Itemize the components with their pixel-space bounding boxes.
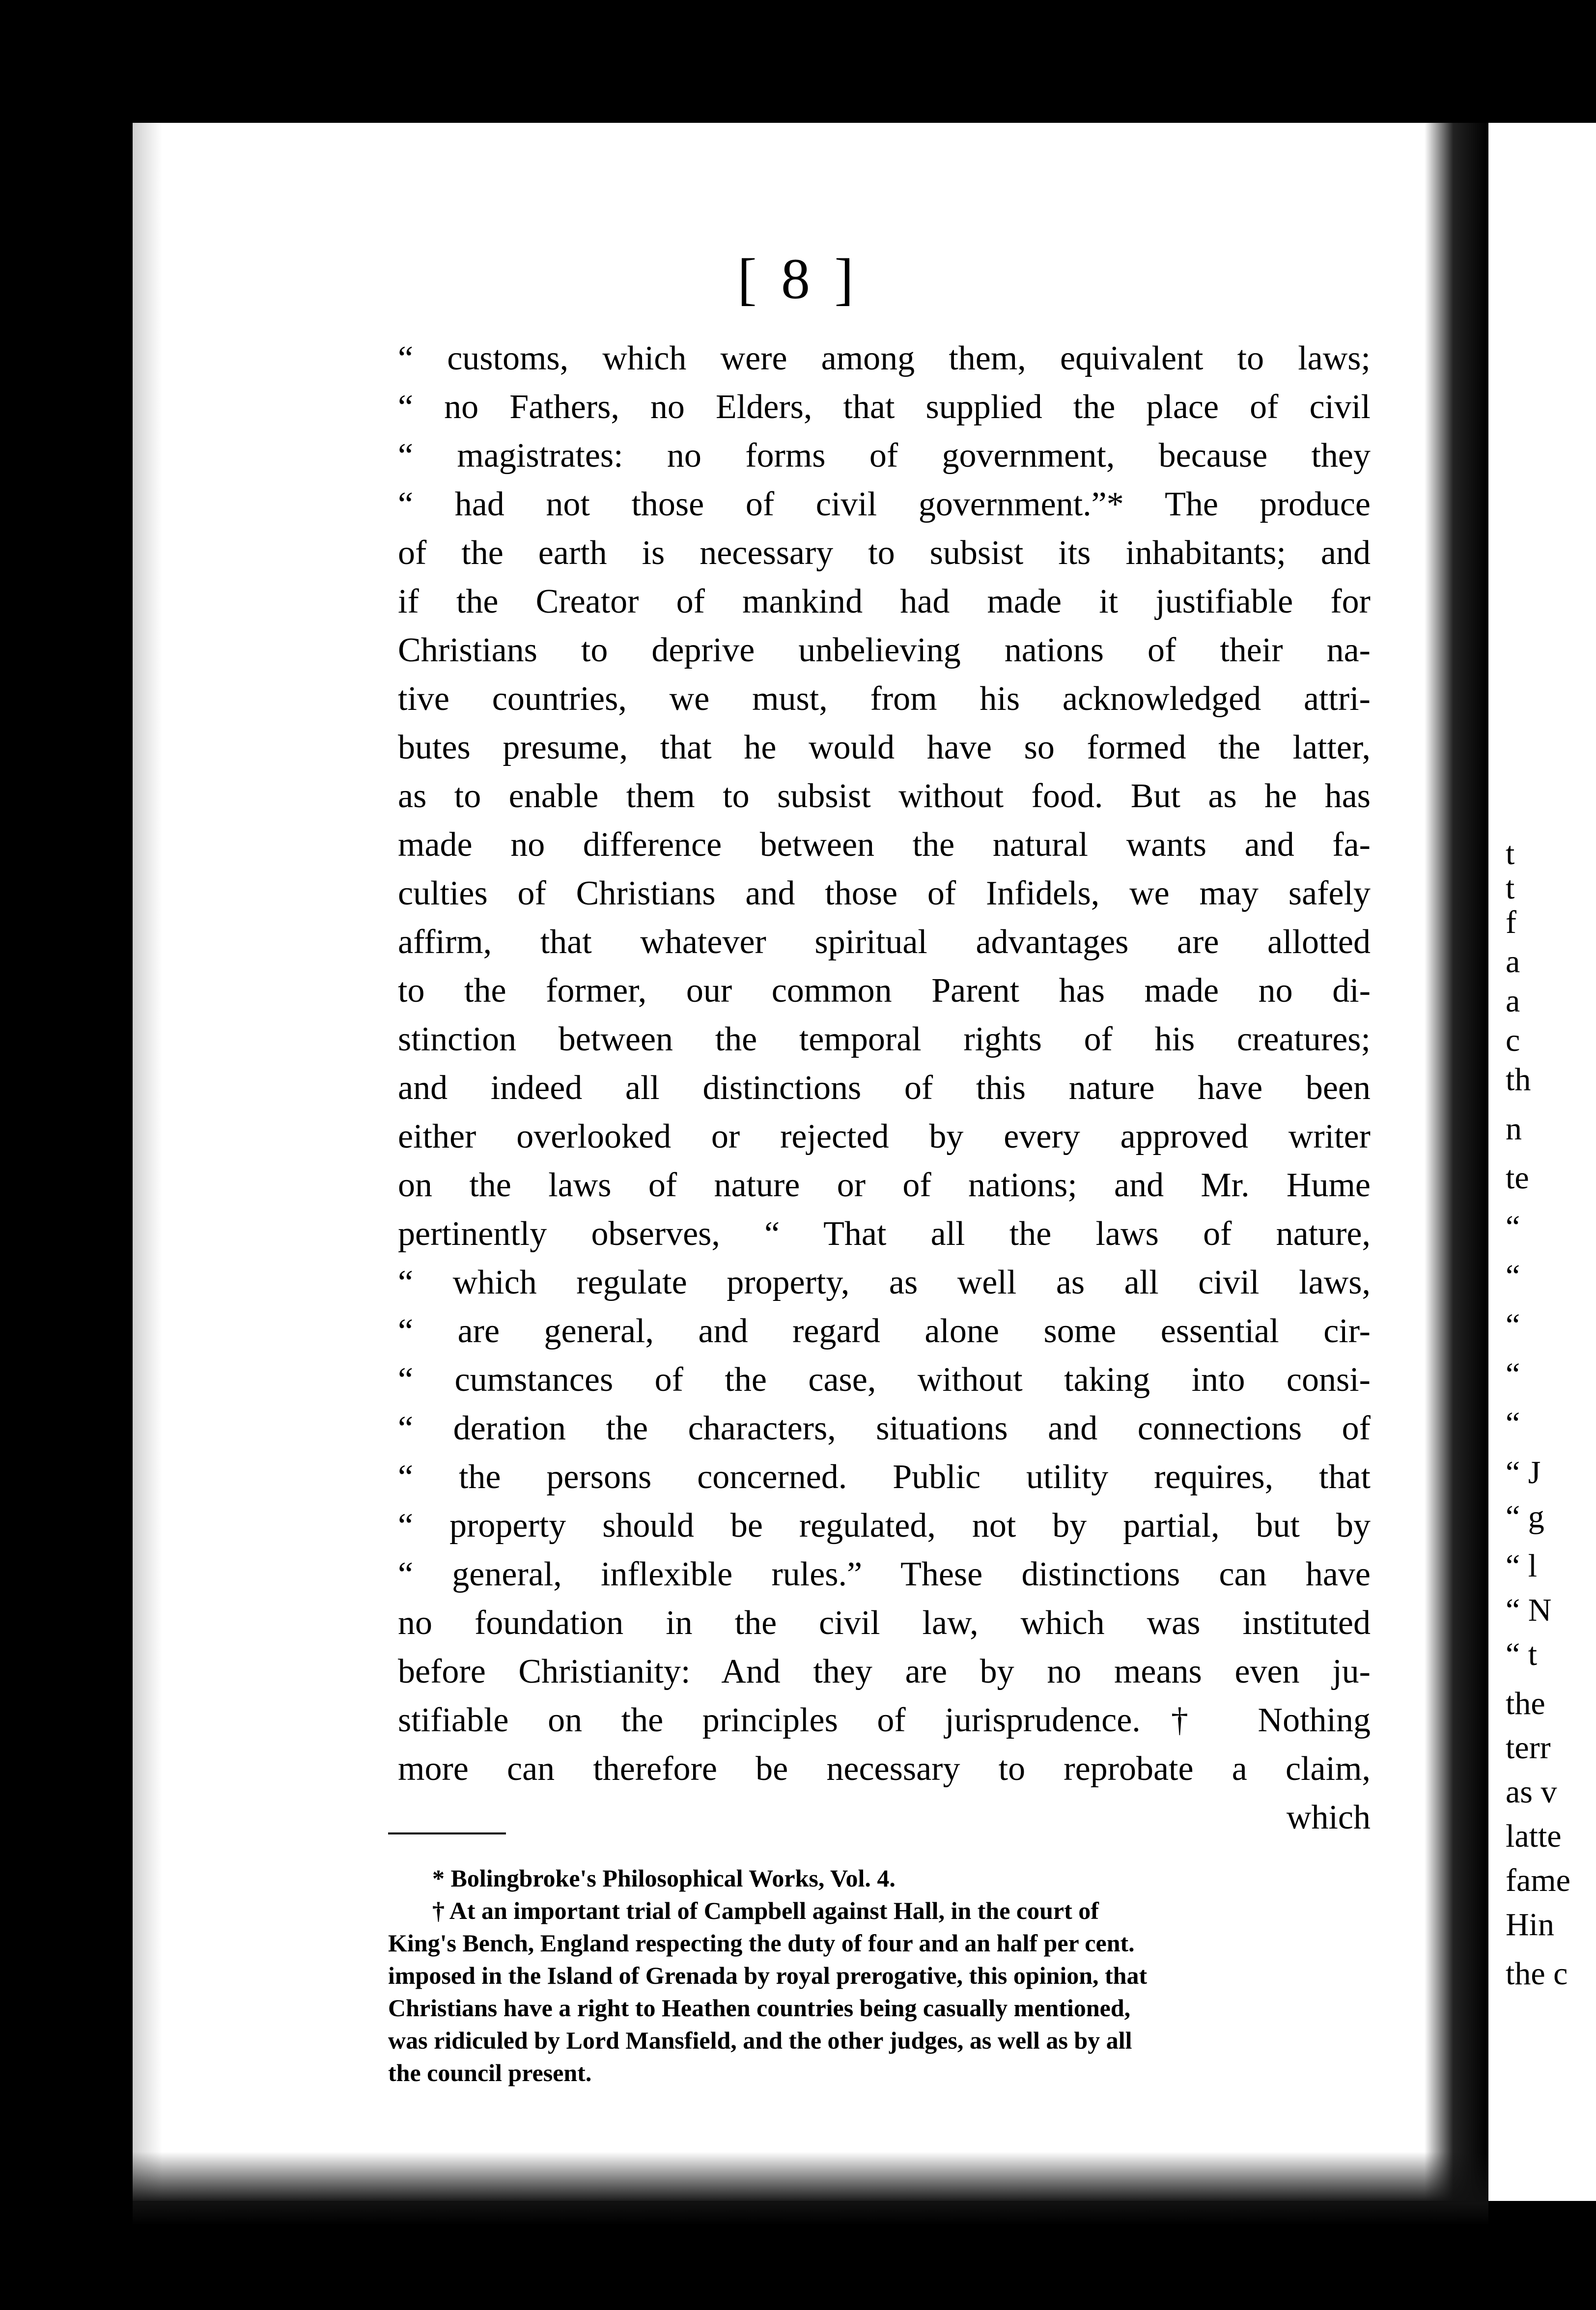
text-line: “ customs, which were among them, equivalent to laws;: [398, 339, 1371, 377]
text-line: tive countries, we must, from his acknowledged attri-: [398, 680, 1371, 718]
adjacent-fragment: Hin: [1506, 1907, 1554, 1943]
footnote-line: * Bolingbroke's Philosophical Works, Vol. 4.: [432, 1864, 896, 1892]
text-line: before Christianity: And they are by no means even ju-: [398, 1653, 1371, 1690]
adjacent-fragment: t: [1506, 836, 1515, 872]
adjacent-fragment: te: [1506, 1160, 1529, 1196]
adjacent-fragment: as v: [1506, 1774, 1557, 1810]
adjacent-fragment: a: [1506, 944, 1520, 980]
adjacent-fragment: “: [1506, 1356, 1520, 1392]
text-line: Christians to deprive unbelieving nations of their na-: [398, 631, 1371, 669]
text-line: on the laws of nature or of nations; and Mr. Hume: [398, 1166, 1371, 1204]
catchword: which: [1286, 1799, 1371, 1836]
footnotes: [388, 1862, 1375, 2089]
text-line: stifiable on the principles of jurisprudence.† Nothing: [398, 1701, 1371, 1739]
text-line: to the former, our common Parent has made no di-: [398, 972, 1371, 1010]
adjacent-fragment: the c: [1506, 1956, 1568, 1992]
page-spine-shadow: [1425, 123, 1488, 2201]
page-gutter-shadow: [133, 123, 162, 2201]
footnote-line: imposed in the Island of Grenada by royal prerogative, this opinion, that: [388, 1962, 1148, 1989]
footnote-line: Christians have a right to Heathen countries being casually mentioned,: [388, 1994, 1131, 2022]
text-line: no foundation in the civil law, which was instituted: [398, 1604, 1371, 1642]
text-line: “ general, inflexible rules.” These distinctions can have: [398, 1555, 1371, 1593]
footnote-line: † At an important trial of Campbell against Hall, in the court of: [432, 1897, 1099, 1924]
text-line: culties of Christians and those of Infidels, we may safely: [398, 874, 1371, 912]
adjacent-fragment: fame: [1506, 1862, 1570, 1898]
adjacent-fragment: latte: [1506, 1818, 1562, 1854]
corner-mark-icon: [924, 201, 935, 213]
text-line: made no difference between the natural wants and fa-: [398, 826, 1371, 864]
adjacent-fragment: a: [1506, 983, 1520, 1019]
adjacent-fragment: f: [1506, 904, 1516, 940]
adjacent-fragment: “ N: [1506, 1592, 1552, 1628]
adjacent-fragment: “: [1506, 1258, 1520, 1294]
text-line: and indeed all distinctions of this nature have been: [398, 1069, 1371, 1107]
text-line: as to enable them to subsist without food. But as he has: [398, 777, 1371, 815]
footnote-line: the council present.: [388, 2059, 592, 2086]
text-line: of the earth is necessary to subsist its inhabitants; and: [398, 534, 1371, 572]
footnote-rule: [388, 1832, 506, 1834]
text-line: affirm, that whatever spiritual advantages are allotted: [398, 923, 1371, 961]
text-line: if the Creator of mankind had made it justifiable for: [398, 583, 1371, 620]
footnote-line: was ridiculed by Lord Mansfield, and the other judges, as well as by all: [388, 2027, 1132, 2054]
text-line: “ property should be regulated, not by partial, but by: [398, 1507, 1371, 1545]
text-line: pertinently observes, “ That all the laws of nature,: [398, 1215, 1371, 1253]
text-line: “ no Fathers, no Elders, that supplied the place of civil: [398, 388, 1371, 426]
adjacent-fragment: “ l: [1506, 1548, 1538, 1584]
adjacent-fragment: “ t: [1506, 1636, 1538, 1672]
text-line: “ the persons concerned. Public utility requires, that: [398, 1458, 1371, 1496]
text-line: butes presume, that he would have so formed the latter,: [398, 729, 1371, 766]
adjacent-fragment: the: [1506, 1686, 1545, 1721]
adjacent-fragment: c: [1506, 1022, 1520, 1058]
text-line: “ cumstances of the case, without taking into consi-: [398, 1361, 1371, 1399]
body-text: [398, 334, 1371, 1842]
adjacent-fragment: “: [1506, 1209, 1520, 1245]
text-line: more can therefore be necessary to reprobate a claim,: [398, 1750, 1371, 1788]
adjacent-fragment: “: [1506, 1307, 1520, 1343]
adjacent-fragment: “: [1506, 1406, 1520, 1441]
page-number: [ 8 ]: [737, 247, 859, 311]
adjacent-fragment: th: [1506, 1062, 1531, 1098]
footnote-line: King's Bench, England respecting the duty of four and an half per cent.: [388, 1929, 1135, 1957]
adjacent-fragment: t: [1506, 870, 1515, 906]
text-line: “ magistrates: no forms of government, because they: [398, 437, 1371, 475]
adjacent-fragment: “ g: [1506, 1499, 1544, 1535]
text-line: “ deration the characters, situations and connections of: [398, 1409, 1371, 1447]
adjacent-fragment: terr: [1506, 1730, 1551, 1766]
text-line: either overlooked or rejected by every approved writer: [398, 1118, 1371, 1155]
text-line: “ which regulate property, as well as all civil laws,: [398, 1264, 1371, 1301]
text-line: “ are general, and regard alone some essential cir-: [398, 1312, 1371, 1350]
adjacent-fragment: “ J: [1506, 1455, 1541, 1491]
adjacent-fragment: n: [1506, 1111, 1522, 1147]
text-line: “ had not those of civil government.”* The produce: [398, 485, 1371, 523]
text-line: stinction between the temporal rights of his creatures;: [398, 1020, 1371, 1058]
page-bottom-shadow: [133, 2152, 1488, 2225]
adjacent-page-edge: [1488, 123, 1596, 2201]
